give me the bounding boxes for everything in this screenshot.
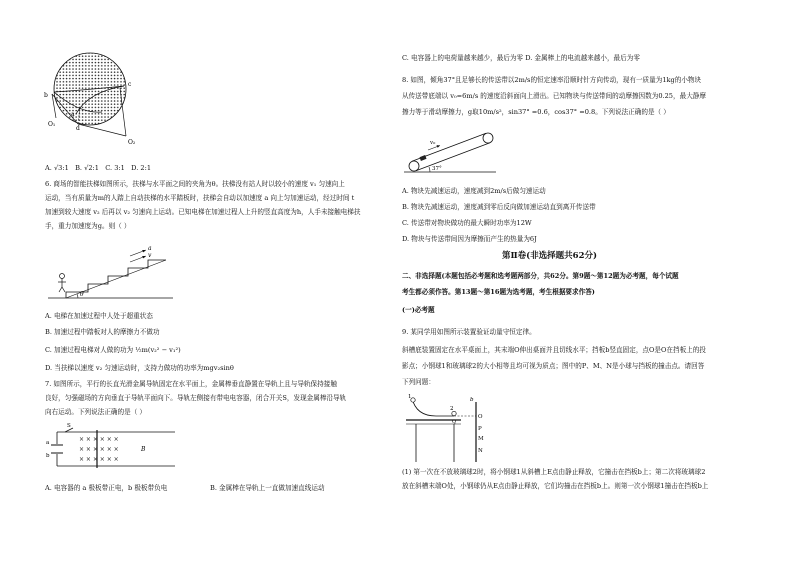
q8-option-a[interactable]: A. 物块先减速运动，速度减到2m/s后做匀速运动 [402,187,546,195]
q8-option-c[interactable]: C. 传送带对物块做功的最大瞬时功率为12W [402,219,532,227]
q5-option-c[interactable]: C. 3:1 [105,164,125,172]
q6-escalator-figure [48,246,178,304]
q9-apparatus-figure [406,392,516,464]
q6-line-4: 手，重力加速度为g。则（ ） [45,222,131,230]
q9-label-2: 2 [450,406,454,412]
part2-line-2: 考生都必须作答。第13题～第16题为选考题，考生根据要求作答) [402,288,595,296]
q7-line-1: 7. 如图所示，平行的长直光滑金属导轨固定在水平面上，金属棒垂直静置在导轨上且与导轨保持接触 [45,380,337,388]
section-title: 第Ⅱ卷(非选择题共62分) [502,251,598,261]
q8-option-b[interactable]: B. 物块先减速运动，速度减到零后反向做加速运动直到离开传送带 [402,203,596,211]
q6-line-3: 加速到较大速度 v₂ 后再以 v₂ 匀速向上运动。已知电梯在加速过程人上升的竖直高度为h，人手未接触电梯扶 [45,208,361,216]
q6-option-a[interactable]: A. 电梯在加速过程中人处于超重状态 [45,312,153,320]
q6-label-v: v [148,252,152,259]
q9-label-q: Q [452,419,457,425]
q5-label-o1: O₁ [48,121,56,128]
q5-label-b: b [44,92,48,99]
q7-option-cd[interactable]: C. 电容器上的电荷量越来越少，最后为零 D. 金属棒上的电流越来越小，最后为零 [402,54,640,62]
q5-label-a: a [71,111,75,118]
part2-line-1: 二、非选择题(本题包括必考题和选考题两部分，共62分。第9题～第12题为必考题，每个试题 [402,272,679,280]
q9-label-b: b [470,397,474,403]
q5-magnetic-field-figure [40,52,150,152]
q5-option-a[interactable]: A. √3:1 [45,164,69,172]
q6-option-b[interactable]: B. 加速过程中踏板对人的摩擦力不做功 [45,328,160,336]
q5-label-d: d [76,125,80,132]
q5-option-b[interactable]: B. √2:1 [75,164,99,172]
q9-line-2: 斜槽底装置固定在水平桌面上，其末端O伸出桌面并且切线水平；挡板b竖直固定，点O是O在挡板上的投 [402,346,706,354]
q5-label-c: c [128,81,132,88]
q7-label-b-field: B [141,446,146,453]
q8-label-v0: v₀ [430,140,436,146]
q8-label-angle: 37° [432,166,442,172]
q7-option-b[interactable]: B. 金属棒在导轨上一直做加速直线运动 [210,484,325,492]
q7-label-a: a [46,440,50,446]
q6-line-1: 6. 商场的智能扶梯如图所示，扶梯与水平面之间的夹角为θ。扶梯没有站人时以较小的速度 v₁ 匀速向上 [45,180,345,188]
q7-field-crosses [79,436,119,463]
svg-text:× × × × × ×: × × × × × × [79,446,119,453]
q7-line-3: 向右运动。下列说法正确的是（ ） [45,408,147,416]
q9-label-n: N [478,448,483,454]
q7-option-a[interactable]: A. 电容器的 a 极板带正电，b 极板带负电 [45,484,168,492]
q6-option-c[interactable]: C. 加速过程电梯对人做的功为 ½m(v₂² − v₁²) [45,346,181,354]
q5-label-o2: O₂ [128,139,136,146]
q9-line-1: 9. 某同学用如图所示装置验证动量守恒定律。 [402,328,536,336]
svg-text:× × × × × ×: × × × × × × [79,456,119,463]
q9-label-m: M [478,436,484,442]
q8-line-2: 从传送带底端以 v₀=6m/s 的速度沿斜面向上滑出。已知物块与传送带间的动摩擦因数为0.25，最大静摩 [402,92,706,100]
q7-rail-circuit-figure [45,424,180,472]
q9-part1-line-1: (1) 第一次在不放玻璃球2时，将小钢球1从斜槽上E点由静止释放，它撞击在挡板b上；第二次将玻璃球2 [402,468,706,476]
q5-options [45,164,385,173]
q9-line-4: 下列问题： [402,378,435,386]
q9-line-3: 影点；小钢球1和玻璃球2的大小相等且均可视为质点；图中的P、M、N是小球与挡板的撞击点。请回答 [402,362,705,370]
q9-part1-line-2: 放在斜槽末端O处，小钢球仍从E点由静止释放，它们均撞击在挡板b上。则第一次小钢球1撞击在挡板b上 [402,482,709,490]
q8-line-3: 擦力等于滑动摩擦力，g取10m/s²，sin37° =0.6，cos37° =0.8。下列说法正确的是（ ） [402,108,670,116]
q5-option-d[interactable]: D. 2:1 [131,164,152,172]
q7-label-s: S [67,423,71,429]
q8-conveyor-figure [404,126,514,178]
part2-subheading: (一)必考题 [402,306,435,314]
q8-option-d[interactable]: D. 物块与传送带间因为摩擦而产生的热量为6J [402,235,537,243]
q6-label-theta: θ [80,291,84,298]
q8-line-1: 8. 如图，倾角37°且足够长的传送带以2m/s的恒定速率沿顺时针方向传动，现有一质量为1kg的小物块 [402,76,702,84]
q9-label-o: O [478,414,483,420]
q6-label-a: a [148,245,152,252]
q6-line-2: 运动，当有质量为m的人踏上自动扶梯的水平踏板时，扶梯会自动以加速度 a 向上匀加速运动，经过时间 t [45,194,355,202]
q7-line-2: 良好，匀强磁场的方向垂直于导轨平面向下。导轨左侧接有带电电容器，闭合开关S，发现金属棒沿导轨 [45,394,347,402]
q9-label-1: 1 [408,394,412,400]
svg-text:× × × × × ×: × × × × × × [79,436,119,443]
q6-option-d[interactable]: D. 当扶梯以速度 v₂ 匀速运动时，支持力做功的功率为mgv₂sinθ [45,364,234,372]
q9-label-p: P [478,426,482,432]
q7-label-b: b [46,453,50,459]
